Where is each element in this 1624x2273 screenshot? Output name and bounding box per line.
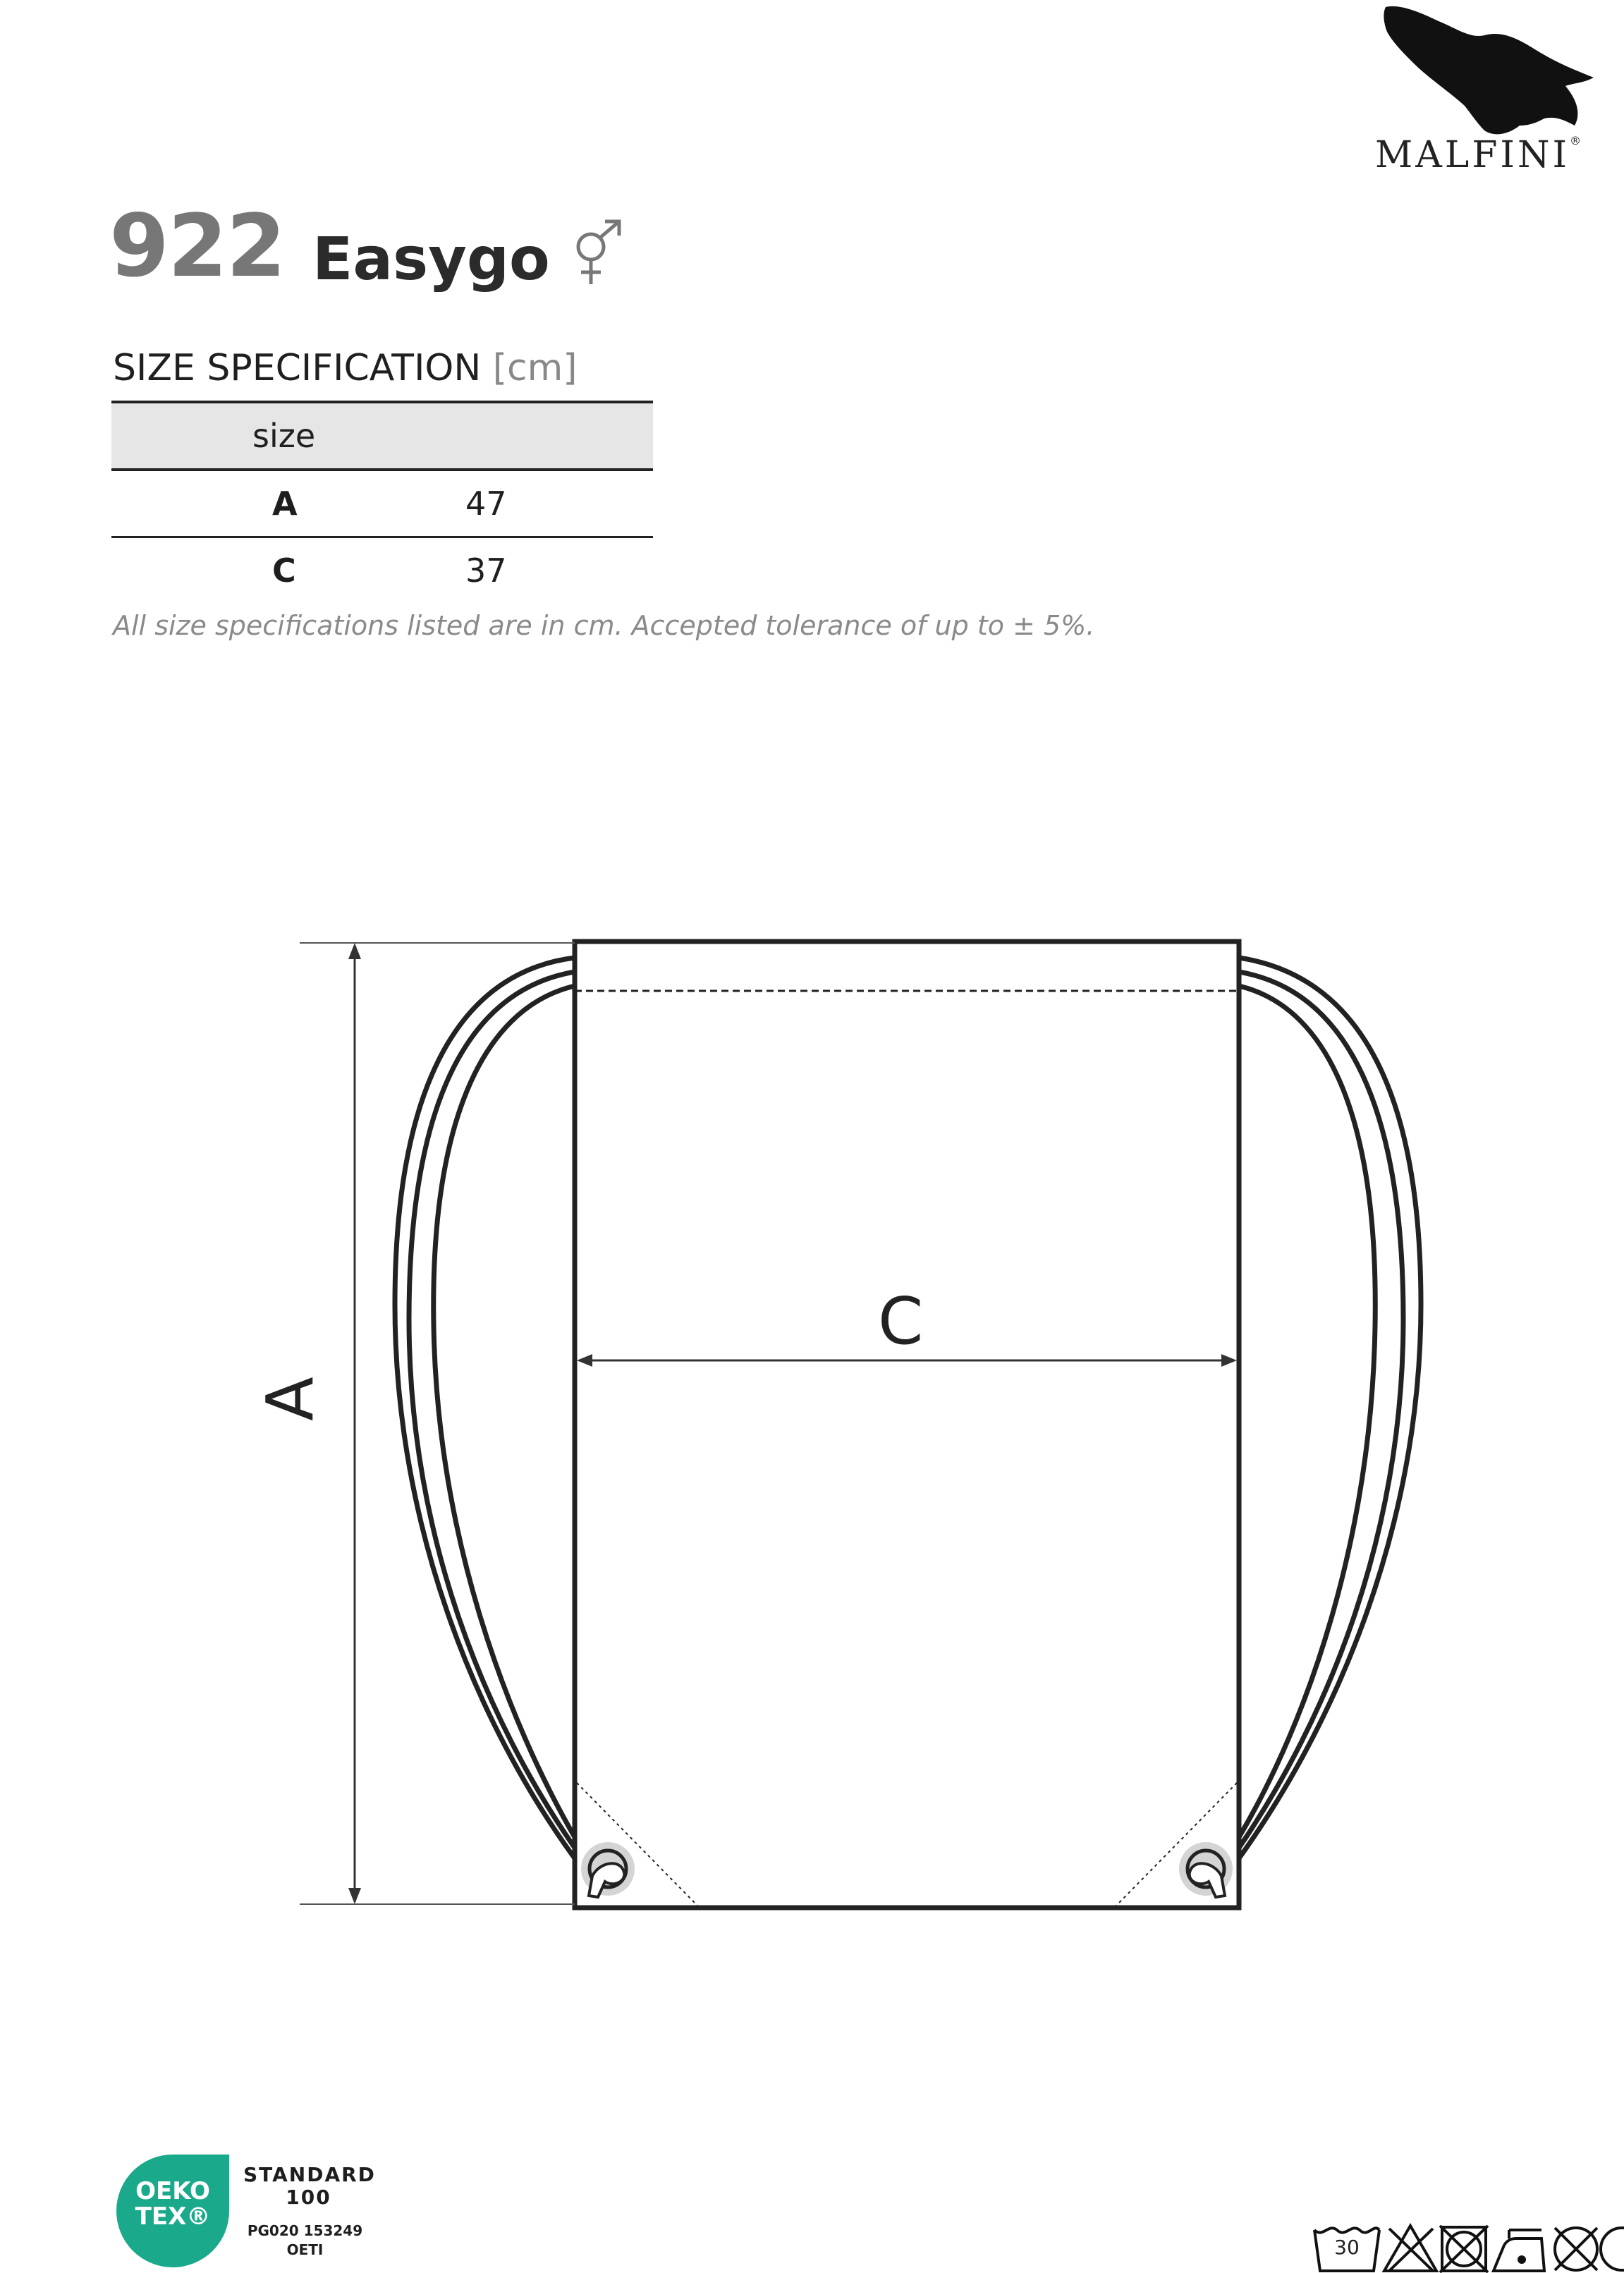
product-code: 922	[109, 196, 285, 296]
bag-diagram	[0, 910, 1624, 1946]
wash-temperature: 30	[1334, 2236, 1360, 2259]
row-label: A	[111, 470, 465, 537]
oeko-tex-label: OEKO TEX®	[135, 2177, 211, 2231]
brand-name: MALFINI®	[1375, 134, 1581, 176]
unisex-icon	[570, 217, 626, 288]
no-tumble-dry-icon	[1440, 2226, 1488, 2272]
bag-body	[575, 942, 1239, 1908]
table-row	[111, 470, 653, 537]
tolerance-note: All size specifications listed are in cm. Accepted tolerance of up to ± 5%.	[113, 610, 1095, 641]
right-drawstrings	[1239, 958, 1421, 1858]
no-dry-clean-icon	[1555, 2228, 1597, 2270]
row-label: C	[272, 552, 296, 590]
extra-care-icon	[1601, 2228, 1624, 2270]
table-header-row	[111, 402, 653, 470]
size-column-header: size	[111, 402, 653, 470]
size-table	[111, 401, 653, 603]
left-drawstrings	[395, 958, 575, 1858]
dimension-label-a: A	[252, 1377, 328, 1421]
oeko-standard: STANDARD 100	[243, 2163, 376, 2210]
no-bleach-icon	[1384, 2226, 1436, 2271]
row-value: 47	[465, 470, 653, 537]
product-name: Easygo	[312, 224, 550, 293]
spec-heading: SIZE SPECIFICATION [cm]	[113, 347, 578, 389]
row-value: 37	[465, 552, 507, 590]
iron-low-icon	[1494, 2230, 1544, 2271]
table-row	[111, 537, 653, 604]
dimension-label-c: C	[878, 1284, 924, 1359]
oeko-cert-number: PG020 153249 OETI	[247, 2222, 363, 2258]
